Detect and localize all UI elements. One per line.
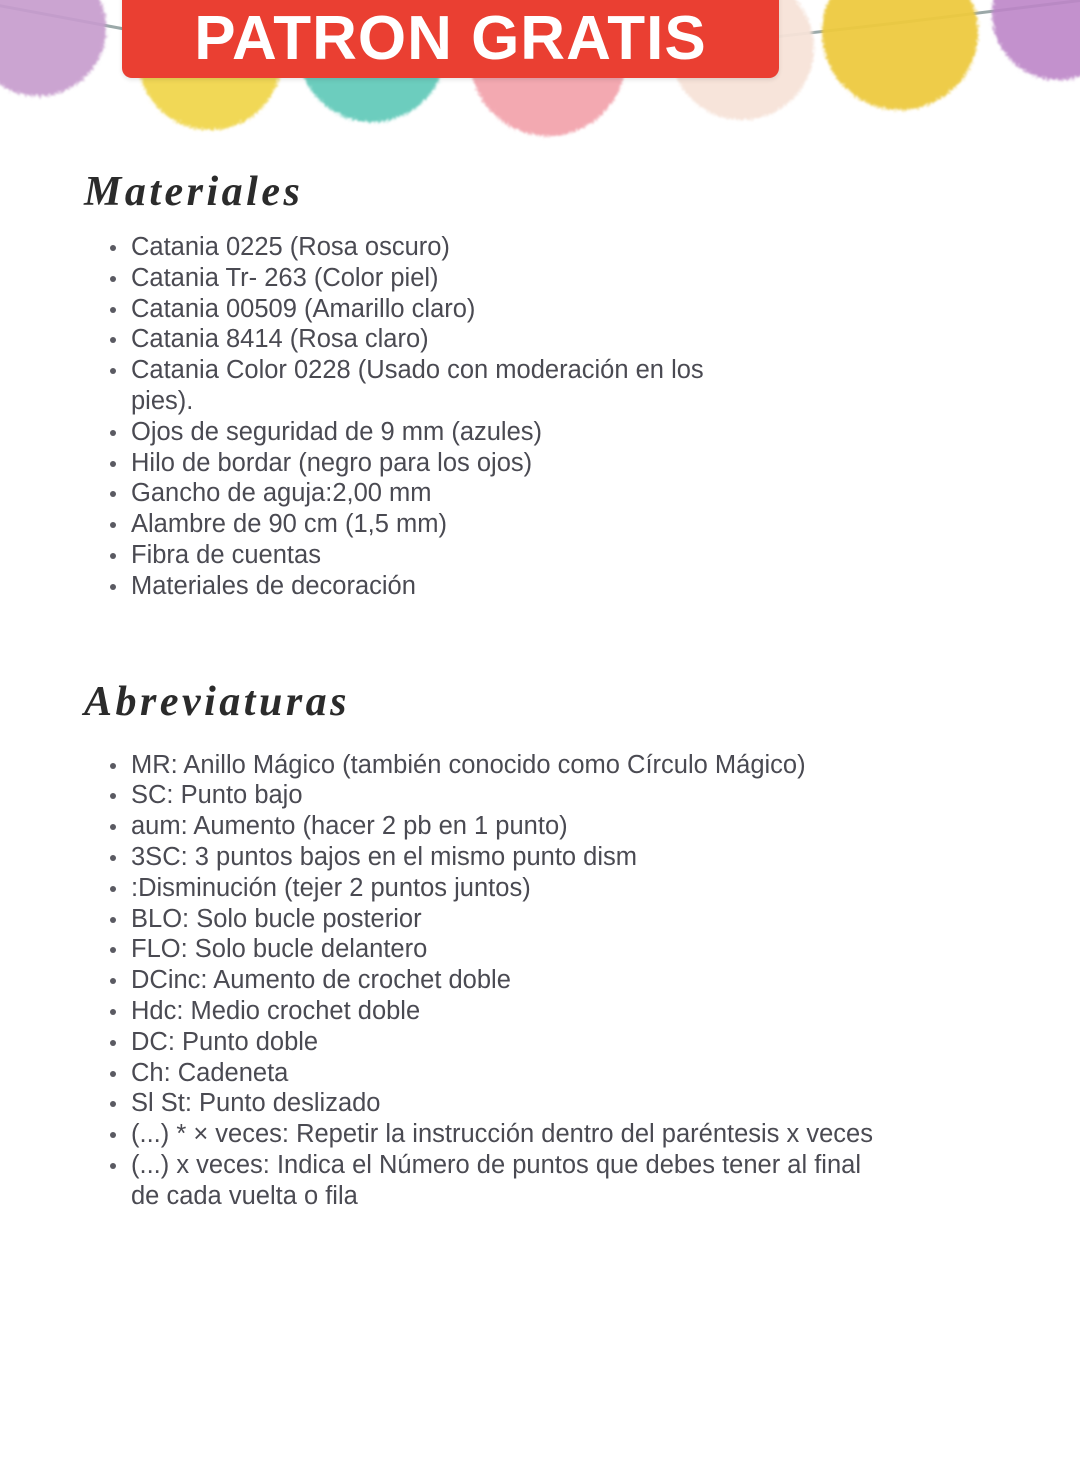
list-item: Ojos de seguridad de 9 mm (azules) xyxy=(131,417,756,448)
list-item: MR: Anillo Mágico (también conocido como Círculo Mágico) xyxy=(131,750,891,781)
list-item: Fibra de cuentas xyxy=(131,540,756,571)
list-item: Alambre de 90 cm (1,5 mm) xyxy=(131,509,756,540)
list-item: Hdc: Medio crochet doble xyxy=(131,996,891,1027)
list-item: :Disminución (tejer 2 puntos juntos) xyxy=(131,873,891,904)
list-item: DC: Punto doble xyxy=(131,1027,891,1058)
list-item: FLO: Solo bucle delantero xyxy=(131,934,891,965)
list-item: (...) x veces: Indica el Número de puntos que debes tener al final de cada vuelta o fila xyxy=(131,1150,891,1212)
list-item: aum: Aumento (hacer 2 pb en 1 punto) xyxy=(131,811,891,842)
abreviaturas-list xyxy=(0,750,1080,1212)
abreviaturas-section xyxy=(0,678,1080,1212)
list-item: SC: Punto bajo xyxy=(131,780,891,811)
patron-gratis-banner xyxy=(122,0,779,78)
abreviaturas-heading: Abreviaturas xyxy=(84,678,351,725)
banner-title: PATRON GRATIS xyxy=(194,4,707,73)
list-item: Catania 00509 (Amarillo claro) xyxy=(131,294,756,325)
list-item: Catania 8414 (Rosa claro) xyxy=(131,324,756,355)
list-item: DCinc: Aumento de crochet doble xyxy=(131,965,891,996)
list-item: (...) * × veces: Repetir la instrucción dentro del paréntesis x veces xyxy=(131,1119,891,1150)
list-item: Catania Color 0228 (Usado con moderación en los pies). xyxy=(131,355,756,417)
list-item: Gancho de aguja:2,00 mm xyxy=(131,478,756,509)
list-item: Ch: Cadeneta xyxy=(131,1058,891,1089)
list-item: Catania 0225 (Rosa oscuro) xyxy=(131,232,756,263)
list-item: Materiales de decoración xyxy=(131,571,756,602)
materiales-section xyxy=(0,168,1080,602)
list-item: BLO: Solo bucle posterior xyxy=(131,904,891,935)
list-item: Catania Tr- 263 (Color piel) xyxy=(131,263,756,294)
list-item: 3SC: 3 puntos bajos en el mismo punto dism xyxy=(131,842,891,873)
materiales-list xyxy=(0,232,1080,602)
materiales-heading: Materiales xyxy=(84,169,304,215)
list-item: Hilo de bordar (negro para los ojos) xyxy=(131,448,756,479)
list-item: Sl St: Punto deslizado xyxy=(131,1088,891,1119)
